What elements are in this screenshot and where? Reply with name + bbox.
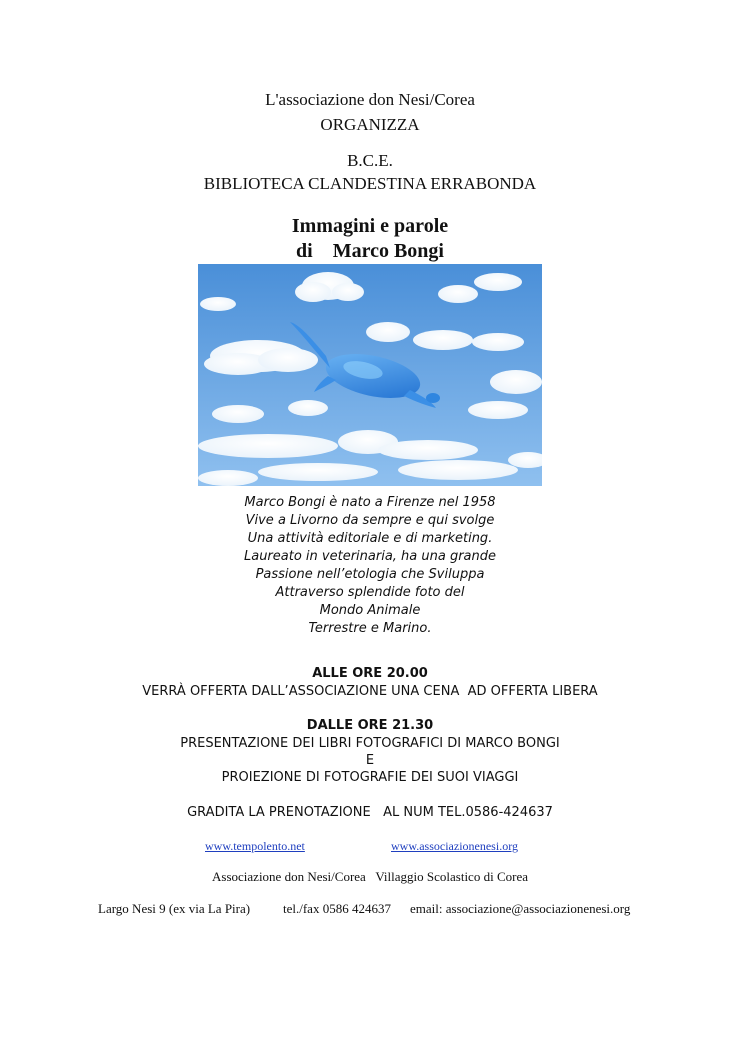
- associazionenesi-link[interactable]: www.associazionenesi.org: [391, 839, 518, 853]
- tempolento-link[interactable]: www.tempolento.net: [205, 839, 305, 853]
- footer-organization: Associazione don Nesi/Corea Villaggio Scolastico di Corea: [212, 869, 528, 884]
- bio-line: Attraverso splendide foto del: [275, 585, 465, 600]
- projection-description: PROIEZIONE DI FOTOGRAFIE DEI SUOI VIAGGI: [221, 770, 519, 785]
- library-name: BIBLIOTECA CLANDESTINA ERRABONDA: [203, 174, 537, 193]
- turtle-photo: [198, 264, 542, 486]
- turtle-in-clouds-icon: [198, 264, 542, 486]
- bio-line: Passione nell’etologia che Sviluppa: [255, 567, 485, 582]
- bio-line: Una attività editoriale e di marketing.: [247, 531, 493, 546]
- event-title: Immagini e parole: [291, 215, 449, 237]
- bio-line: Vive a Livorno da sempre e qui svolge: [245, 513, 495, 528]
- presentation-description: PRESENTAZIONE DEI LIBRI FOTOGRAFICI DI MARCO BONGI: [180, 736, 560, 751]
- footer-email: email: associazione@associazionenesi.org: [410, 901, 631, 916]
- event-author: di Marco Bongi: [296, 240, 444, 262]
- organizza-line: ORGANIZZA: [320, 115, 420, 134]
- bio-block: [195, 494, 545, 638]
- organizer-line: L'associazione don Nesi/Corea: [265, 90, 475, 109]
- bio-line: Terrestre e Marino.: [308, 621, 432, 636]
- bce-acronym: B.C.E.: [347, 151, 393, 170]
- bio-line: Mondo Animale: [319, 603, 421, 618]
- footer-phone: tel./fax 0586 424637: [283, 901, 391, 916]
- footer-address: Largo Nesi 9 (ex via La Pira): [98, 901, 251, 916]
- booking-info: GRADITA LA PRENOTAZIONE AL NUM TEL.0586-424637: [187, 805, 553, 820]
- presentation-time: DALLE ORE 21.30: [306, 718, 434, 733]
- bio-line: Laureato in veterinaria, ha una grande: [243, 549, 497, 564]
- conjunction-e: E: [365, 753, 375, 768]
- dinner-time: ALLE ORE 20.00: [312, 666, 428, 681]
- dinner-description: VERRÀ OFFERTA DALL’ASSOCIAZIONE UNA CENA AD OFFERTA LIBERA: [142, 684, 598, 699]
- bio-line: Marco Bongi è nato a Firenze nel 1958: [244, 495, 496, 510]
